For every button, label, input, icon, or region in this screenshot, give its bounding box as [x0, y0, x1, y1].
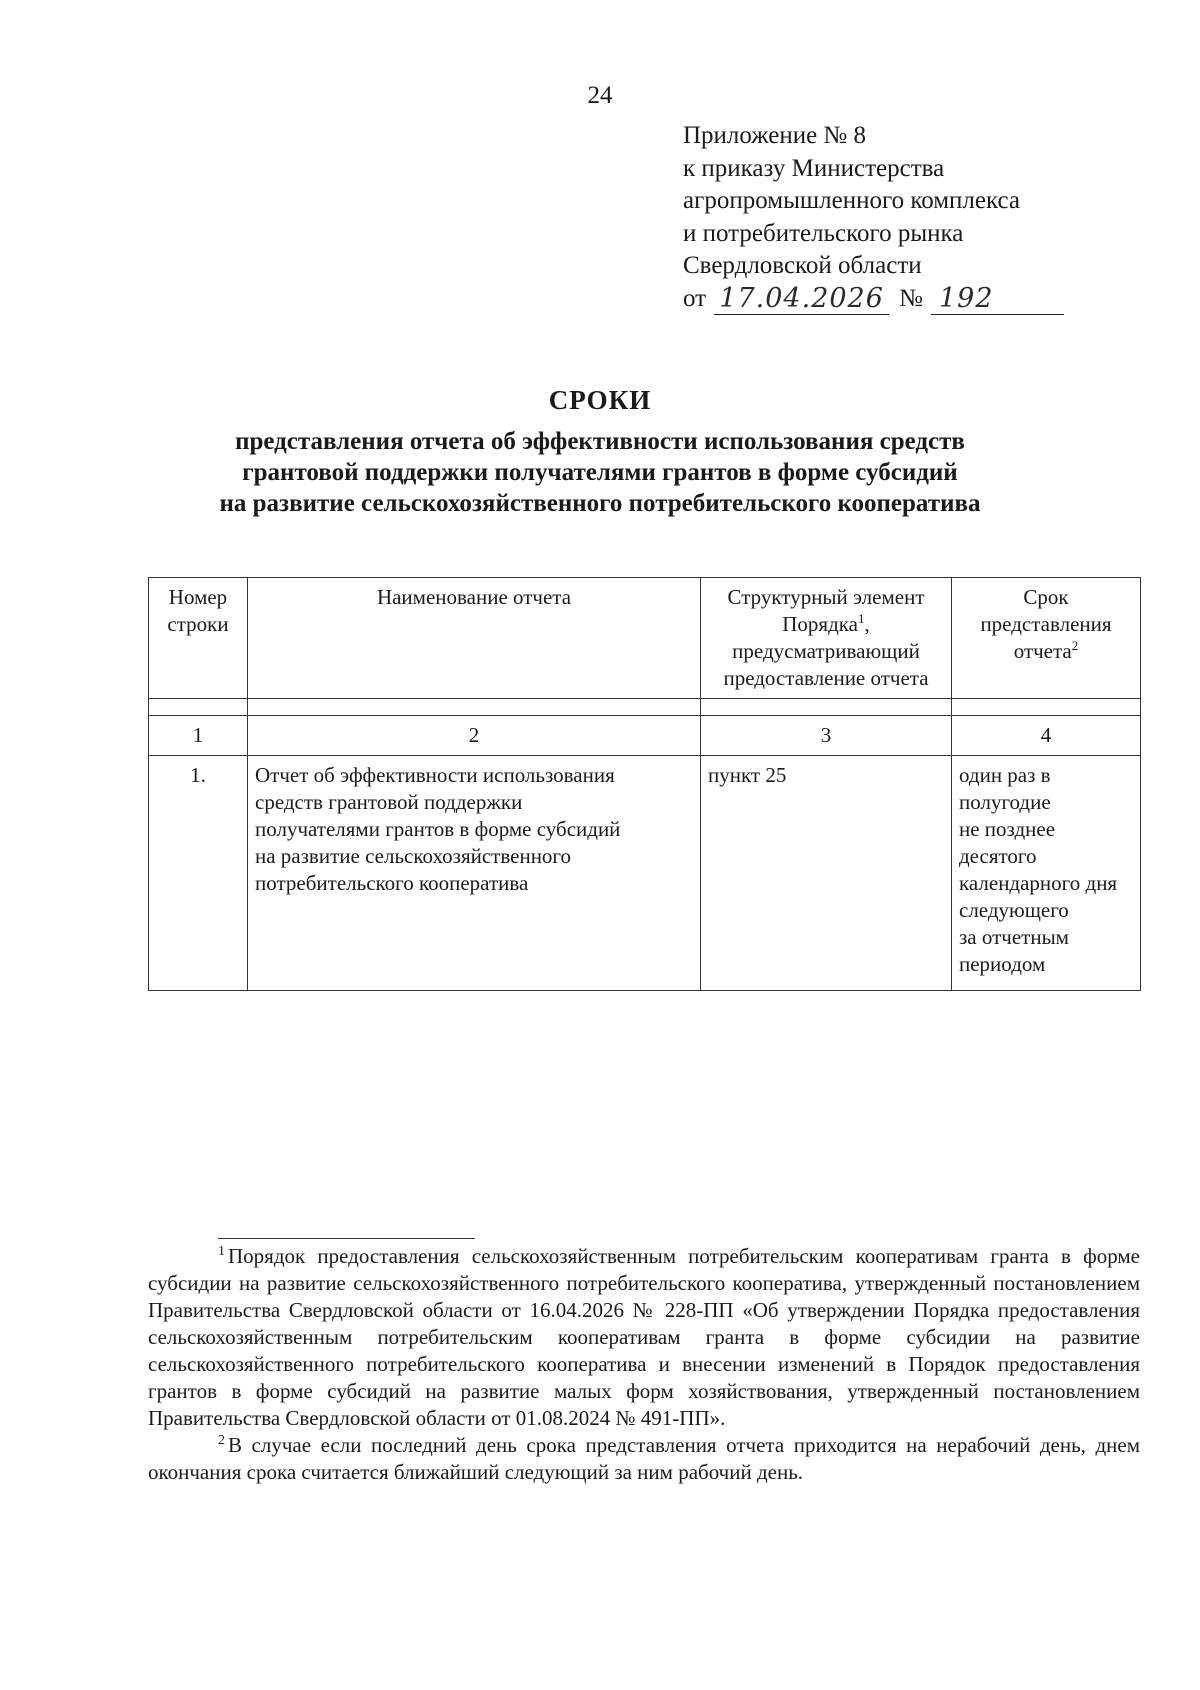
column-number: 4: [952, 716, 1141, 756]
deadline-line: полугодие: [959, 790, 1051, 814]
row-number: 1.: [149, 756, 248, 991]
header-row-number: [149, 578, 248, 699]
deadline-line: периодом: [959, 952, 1046, 976]
appendix-block: [683, 120, 1143, 315]
table-separator: [149, 699, 1141, 716]
report-name-line: средств грантовой поддержки: [255, 790, 523, 814]
header-text: Номер: [168, 585, 228, 609]
header-text: предоставление отчета: [723, 666, 929, 690]
title-subtitle: [150, 426, 1050, 519]
appendix-line: Приложение № 8: [683, 122, 867, 149]
title-subtitle-line: представления отчета об эффективности использования средств: [235, 428, 965, 455]
order-date-number-line: [683, 283, 1143, 316]
footnote-mark: 2: [218, 1433, 225, 1448]
footnote-divider: [218, 1238, 475, 1239]
footnote-ref: 1: [857, 611, 865, 626]
footnote-ref: 2: [1071, 638, 1079, 653]
deadline-line: за отчетным: [959, 925, 1069, 949]
column-number: 1: [149, 716, 248, 756]
appendix-line: агропромышленного комплекса: [683, 187, 1021, 214]
number-label: №: [899, 284, 923, 312]
header-text: Наименование отчета: [376, 585, 572, 609]
appendix-line: к приказу Министерства: [683, 154, 945, 182]
header-text-part: отчета: [1013, 639, 1072, 663]
structural-element: пункт 25: [701, 756, 952, 991]
header-text: Срок: [1023, 585, 1069, 609]
header-text: представления: [980, 612, 1112, 636]
header-report-name: [248, 578, 701, 699]
title-subtitle-line: на развитие сельскохозяйственного потребительского кооператива: [219, 490, 981, 517]
handwritten-number: 192: [931, 284, 1064, 315]
header-text: Структурный элемент: [727, 585, 925, 609]
report-name-line: Отчет об эффективности использования: [255, 763, 615, 787]
deadline-line: один раз в: [959, 763, 1051, 787]
appendix-line: Свердловской области: [683, 252, 922, 279]
header-deadline: [952, 578, 1141, 699]
deadline-line: следующего: [959, 898, 1069, 922]
table-row: [149, 756, 1141, 991]
from-label: от: [683, 284, 707, 312]
page-number: 24: [587, 82, 613, 109]
deadline-line: календарного дня: [959, 871, 1118, 895]
footnotes: [148, 1243, 1140, 1486]
handwritten-date: 17.04.2026: [714, 284, 889, 315]
report-deadlines-table: [148, 577, 1141, 991]
footnote: [148, 1432, 1140, 1486]
appendix-line: и потребительского рынка: [683, 219, 964, 247]
header-text: строки: [167, 612, 229, 636]
footnote-mark: 1: [218, 1244, 225, 1259]
column-number: 2: [248, 716, 701, 756]
deadline-line: десятого: [959, 844, 1037, 868]
footnote: [148, 1243, 1140, 1432]
footnote-text: Порядок предоставления сельскохозяйственным потребительским кооперативам гранта в форме субсидии на развитие сельскохозяйственного потребительского кооператива, утвержденный постановлением Правительства Свердловской области от 16.04.2026 № 228-ПП «Об утверждении Порядка предоставления сельскохозяйственным потребительским кооперативам гранта в форме субсидии на развитие сельскохозяйственного потребительского кооператива и внесении изменений в Порядок предоставления грантов в форме субсидий на развитие малых форм хозяйствования, утвержденный постановлением Правительства Свердловской области от 01.08.2024 № 491-ПП».: [148, 1244, 1140, 1430]
report-name-line: на развитие сельскохозяйственного: [255, 844, 572, 868]
table-header-row: [149, 578, 1141, 699]
document-title: [150, 385, 1050, 519]
deadline-line: не позднее: [959, 817, 1056, 841]
header-text: предусматривающий: [732, 639, 920, 663]
report-name-line: потребительского кооператива: [255, 871, 529, 895]
footnote-text: В случае если последний день срока представления отчета приходится на нерабочий день, днем окончания срока считается ближайший следующий за ним рабочий день.: [148, 1433, 1140, 1484]
header-text: [708, 611, 944, 638]
report-name-line: получателями грантов в форме субсидий: [255, 817, 621, 841]
header-text-part: Порядка: [782, 612, 858, 636]
header-text-part: ,: [864, 612, 870, 636]
title-main: СРОКИ: [548, 385, 652, 415]
header-structural-element: [701, 578, 952, 699]
header-text: [959, 638, 1133, 665]
column-number: 3: [701, 716, 952, 756]
deadline: [952, 756, 1141, 991]
report-name: [248, 756, 701, 991]
title-subtitle-line: грантовой поддержки получателями грантов в форме субсидий: [242, 459, 958, 486]
column-numbers-row: [149, 716, 1141, 756]
